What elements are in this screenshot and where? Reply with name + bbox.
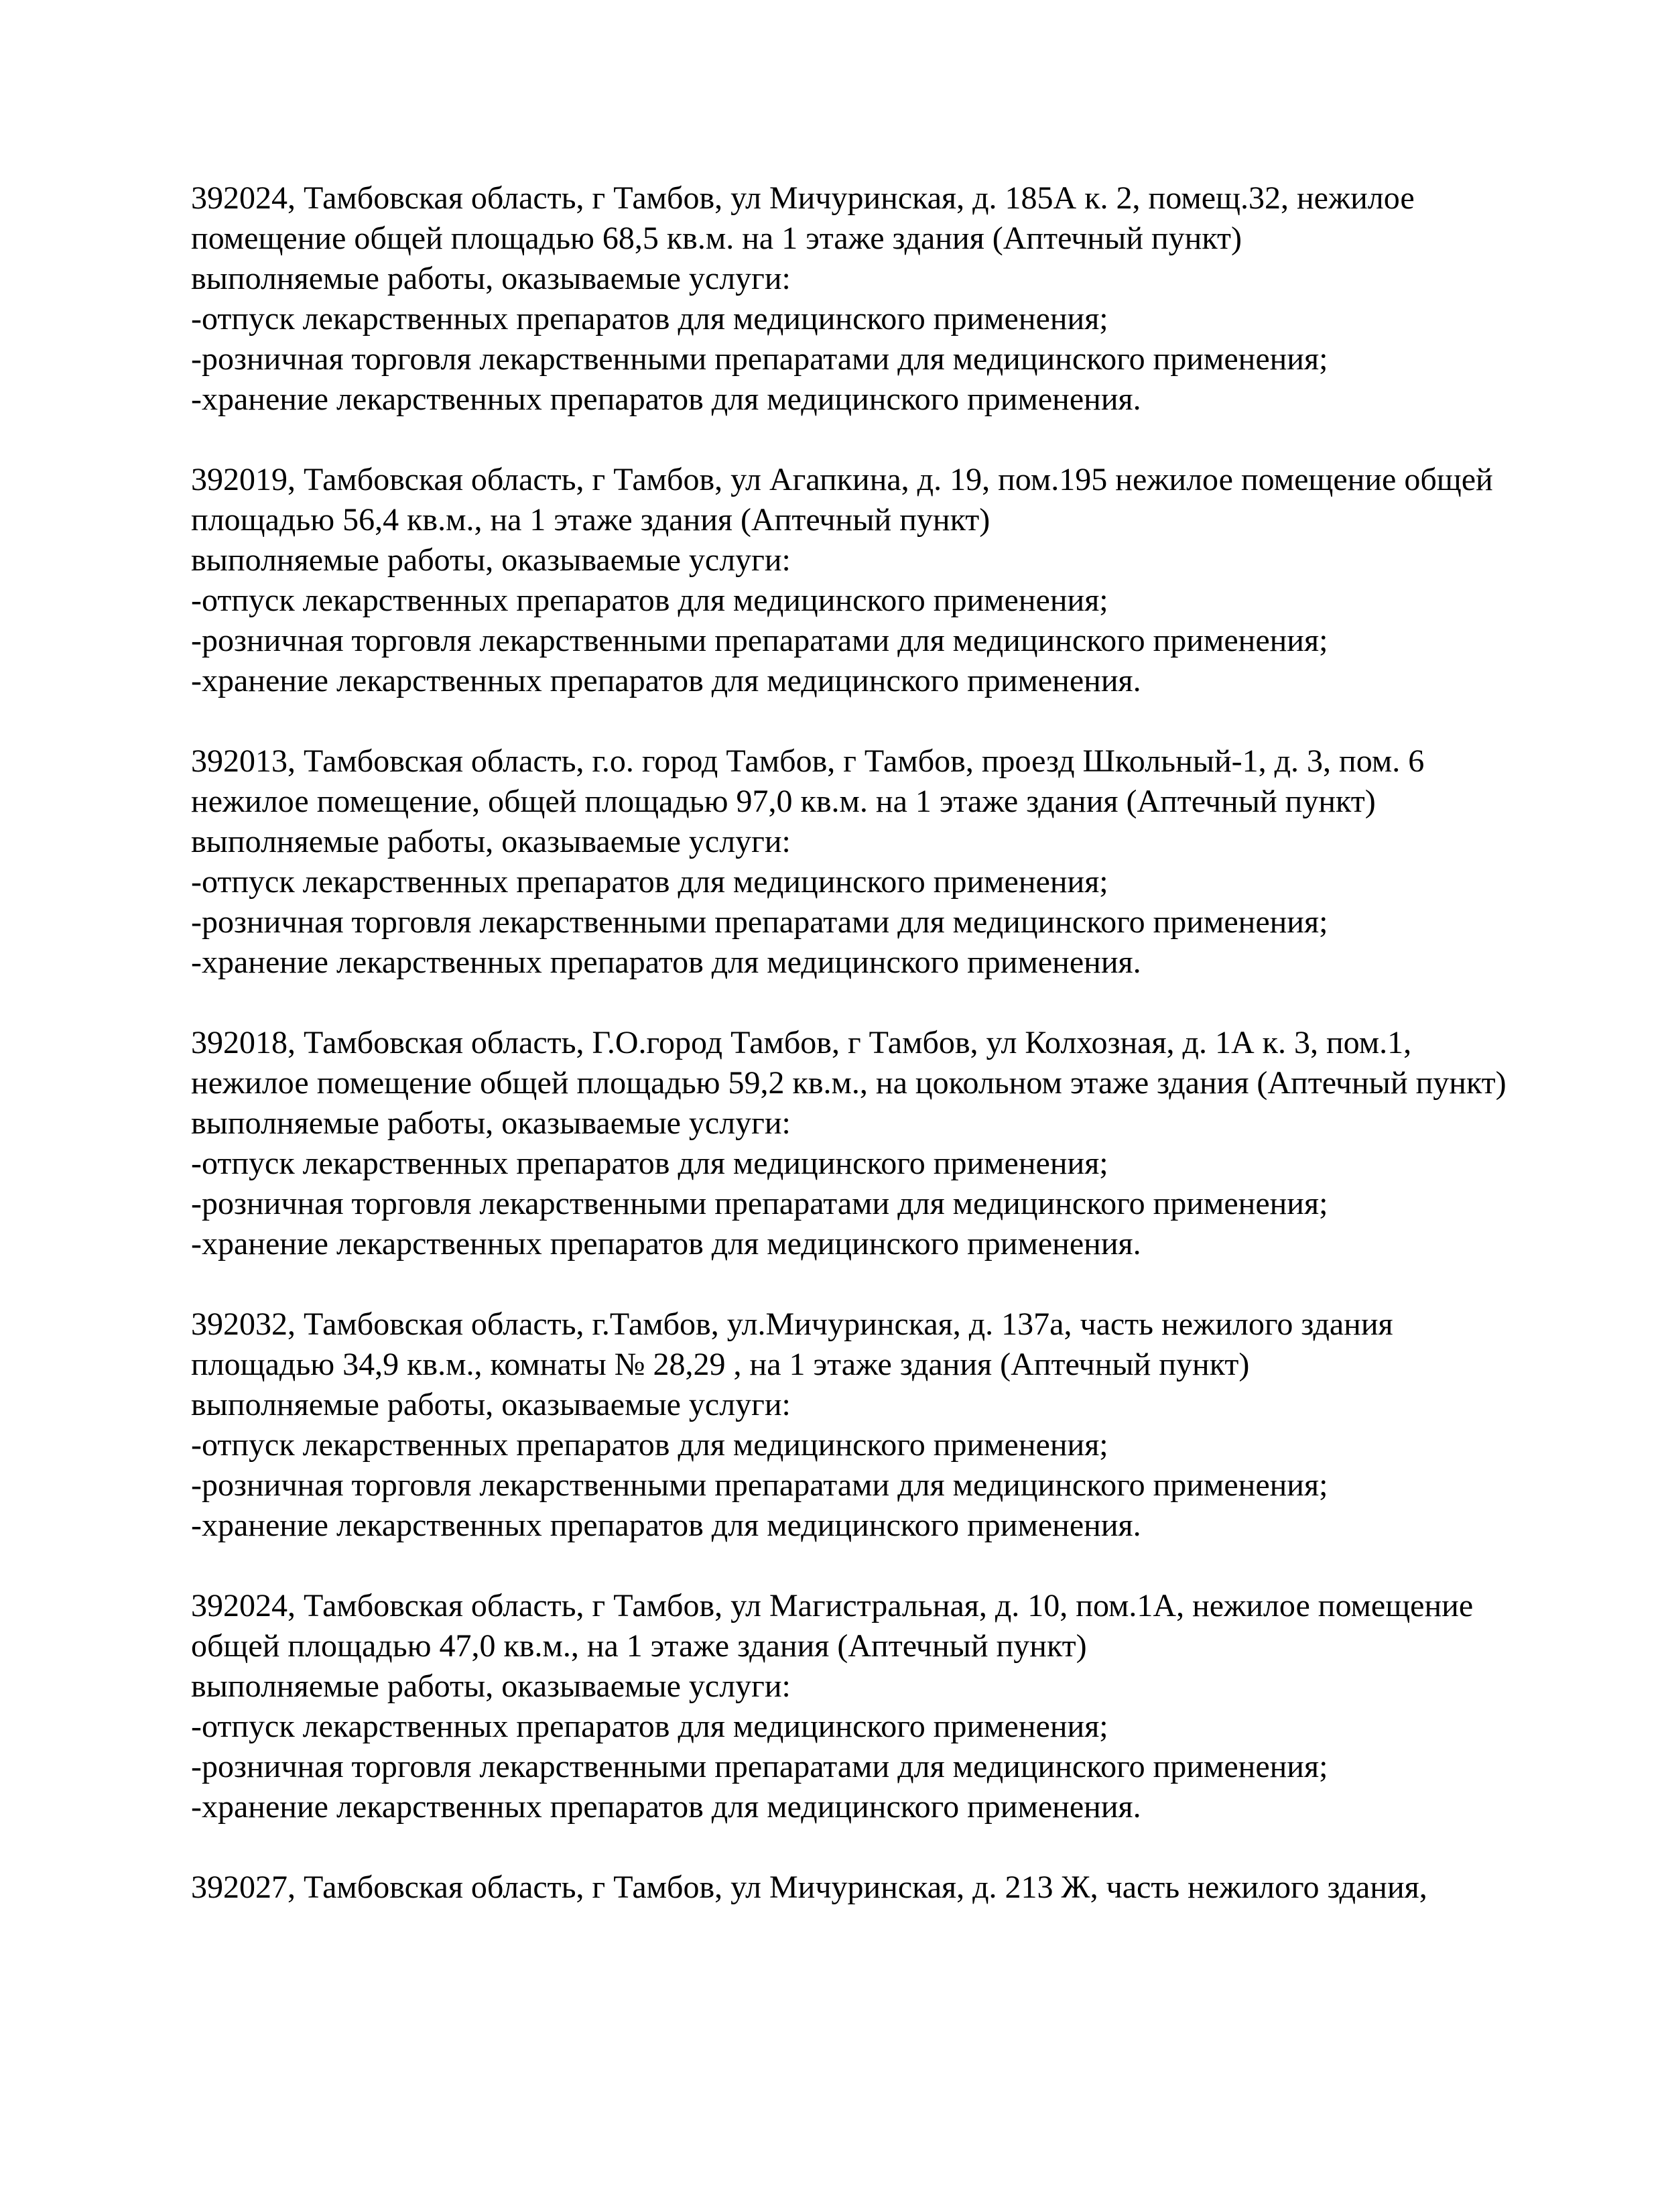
license-entry: [191, 178, 1561, 420]
address-line: общей площадью 47,0 кв.м., на 1 этаже здания (Аптечный пункт): [191, 1628, 1087, 1664]
license-entry: [191, 460, 1561, 701]
address-line: 392027, Тамбовская область, г Тамбов, ул Мичуринская, д. 213 Ж, часть нежилого здания,: [191, 1869, 1427, 1905]
address-line: нежилое помещение общей площадью 59,2 кв.м., на цокольном этаже здания (Аптечный пункт): [191, 1065, 1507, 1101]
works-services-label: выполняемые работы, оказываемые услуги:: [191, 1387, 791, 1422]
address-line: 392019, Тамбовская область, г Тамбов, ул Агапкина, д. 19, пом.195 нежилое помещение общей: [191, 462, 1493, 497]
service-item: -розничная торговля лекарственными препаратами для медицинского применения;: [191, 623, 1328, 658]
service-item: -отпуск лекарственных препаратов для медицинского применения;: [191, 1146, 1108, 1181]
address-line: площадью 34,9 кв.м., комнаты № 28,29 , на 1 этаже здания (Аптечный пункт): [191, 1347, 1250, 1382]
address-line: нежилое помещение, общей площадью 97,0 кв.м. на 1 этаже здания (Аптечный пункт): [191, 784, 1376, 819]
address-line: 392018, Тамбовская область, Г.О.город Тамбов, г Тамбов, ул Колхозная, д. 1А к. 3, пом.1,: [191, 1025, 1412, 1060]
service-item: -отпуск лекарственных препаратов для медицинского применения;: [191, 301, 1108, 336]
service-item: -отпуск лекарственных препаратов для медицинского применения;: [191, 1427, 1108, 1463]
service-item: -хранение лекарственных препаратов для медицинского применения.: [191, 663, 1141, 698]
service-item: -хранение лекарственных препаратов для медицинского применения.: [191, 944, 1141, 980]
address-line: 392032, Тамбовская область, г.Тамбов, ул.Мичуринская, д. 137а, часть нежилого здания: [191, 1306, 1393, 1342]
license-entry: [191, 1867, 1561, 1908]
license-entry: [191, 741, 1561, 983]
address-line: помещение общей площадью 68,5 кв.м. на 1 этаже здания (Аптечный пункт): [191, 221, 1242, 256]
service-item: -розничная торговля лекарственными препаратами для медицинского применения;: [191, 1749, 1328, 1784]
service-item: -розничная торговля лекарственными препаратами для медицинского применения;: [191, 1186, 1328, 1221]
service-item: -хранение лекарственных препаратов для медицинского применения.: [191, 1226, 1141, 1262]
license-entry: [191, 1023, 1561, 1264]
works-services-label: выполняемые работы, оказываемые услуги:: [191, 824, 791, 859]
service-item: -отпуск лекарственных препаратов для медицинского применения;: [191, 864, 1108, 900]
works-services-label: выполняемые работы, оказываемые услуги:: [191, 1105, 791, 1141]
license-entry: [191, 1586, 1561, 1827]
address-line: 392024, Тамбовская область, г Тамбов, ул Мичуринская, д. 185А к. 2, помещ.32, нежилое: [191, 180, 1415, 216]
service-item: -хранение лекарственных препаратов для медицинского применения.: [191, 1508, 1141, 1543]
works-services-label: выполняемые работы, оказываемые услуги:: [191, 1668, 791, 1704]
service-item: -розничная торговля лекарственными препаратами для медицинского применения;: [191, 1467, 1328, 1503]
service-item: -отпуск лекарственных препаратов для медицинского применения;: [191, 1709, 1108, 1744]
works-services-label: выполняемые работы, оказываемые услуги:: [191, 542, 791, 578]
address-line: 392013, Тамбовская область, г.о. город Тамбов, г Тамбов, проезд Школьный-1, д. 3, пом. 6: [191, 743, 1425, 779]
license-entry: [191, 1304, 1561, 1546]
service-item: -отпуск лекарственных препаратов для медицинского применения;: [191, 582, 1108, 618]
service-item: -розничная торговля лекарственными препаратами для медицинского применения;: [191, 341, 1328, 377]
service-item: -розничная торговля лекарственными препаратами для медицинского применения;: [191, 904, 1328, 940]
license-entries-list: [191, 178, 1561, 1948]
service-item: -хранение лекарственных препаратов для медицинского применения.: [191, 381, 1141, 417]
address-line: 392024, Тамбовская область, г Тамбов, ул Магистральная, д. 10, пом.1А, нежилое помещение: [191, 1588, 1474, 1623]
works-services-label: выполняемые работы, оказываемые услуги:: [191, 261, 791, 296]
service-item: -хранение лекарственных препаратов для медицинского применения.: [191, 1789, 1141, 1825]
address-line: площадью 56,4 кв.м., на 1 этаже здания (Аптечный пункт): [191, 502, 990, 538]
